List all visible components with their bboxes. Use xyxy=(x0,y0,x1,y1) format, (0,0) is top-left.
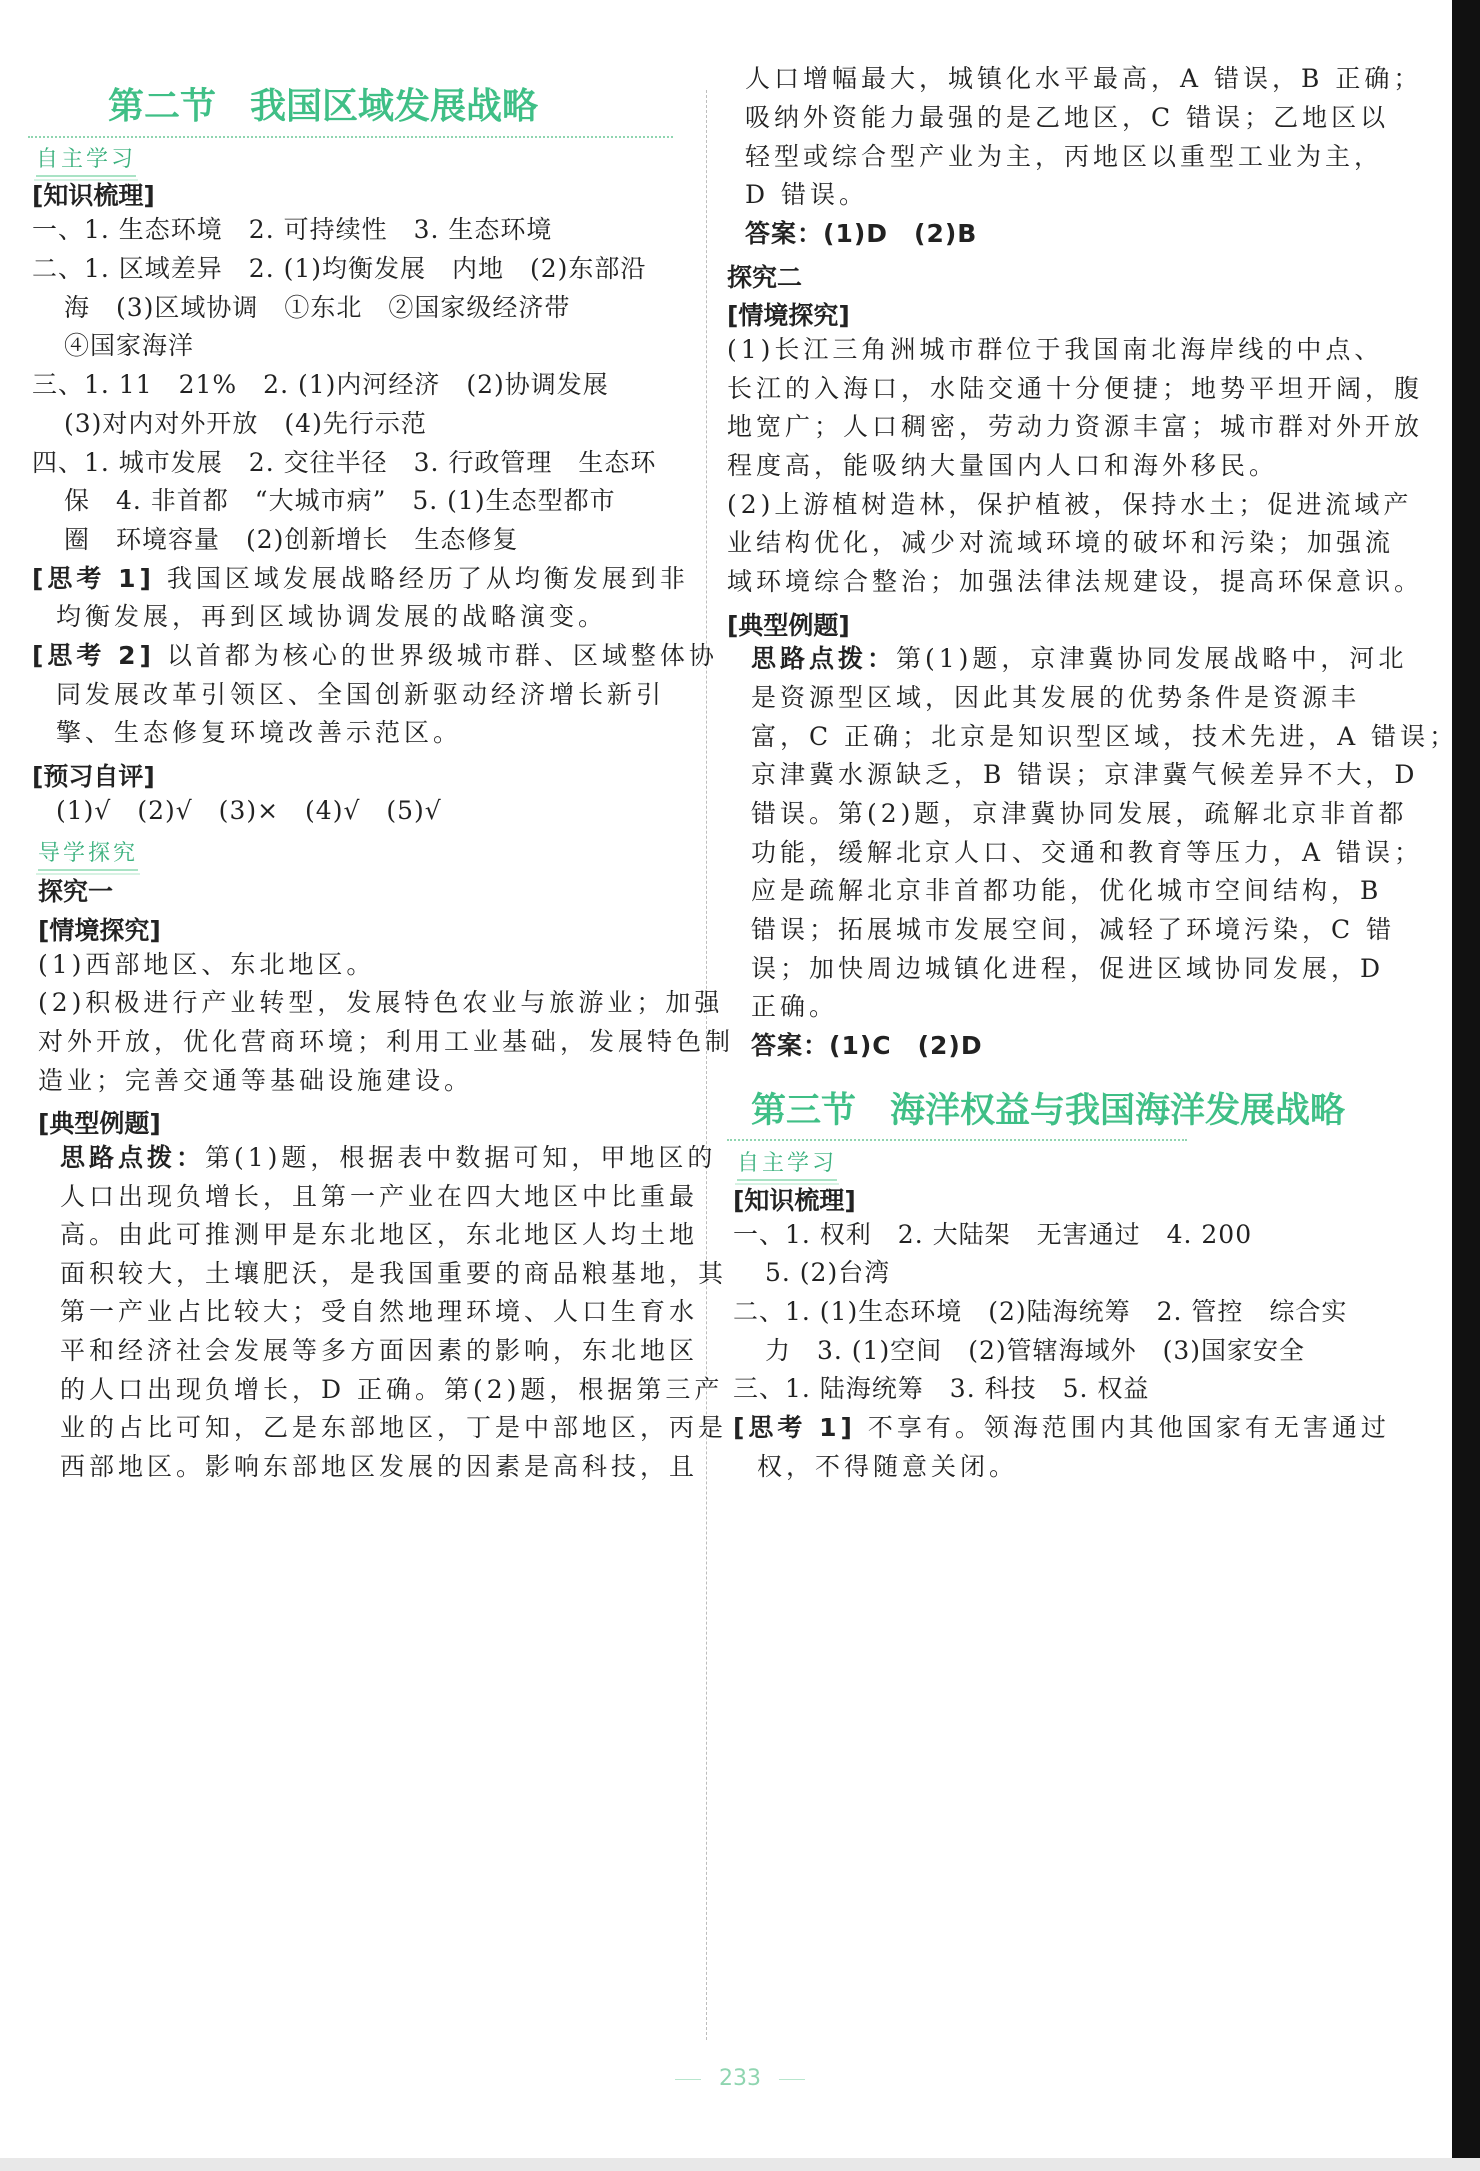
knowledge-line: ④国家海洋 xyxy=(64,331,195,360)
continued-line: D 错误。 xyxy=(745,180,868,209)
situation-line: 造业；完善交通等基础设施建设。 xyxy=(38,1066,474,1095)
think-label: [思考 1] xyxy=(733,1413,856,1442)
knowledge-line: 5. (2)台湾 xyxy=(765,1258,891,1287)
knowledge-line: 三、1. 陆海统筹 3. 科技 5. 权益 xyxy=(733,1374,1150,1403)
example-line: 西部地区。影响东部地区发展的因素是高科技，且 xyxy=(60,1452,699,1481)
think-text: 擎、生态修复环境改善示范区。 xyxy=(56,718,463,747)
preview-answers: (1)√ (2)√ (3)× (4)√ (5)√ xyxy=(56,796,442,825)
situation-heading: [情境探究] xyxy=(727,301,850,330)
answer-value: (1)C (2)D xyxy=(829,1031,983,1060)
explore-one-heading: 探究一 xyxy=(38,877,114,906)
preview-heading: [预习自评] xyxy=(32,762,155,791)
situation-line: 地宽广；人口稠密，劳动力资源丰富；城市群对外开放 xyxy=(727,412,1424,441)
knowledge-line: 一、1. 权利 2. 大陆架 无害通过 4. 200 xyxy=(733,1220,1253,1249)
example-line: 错误；拓展城市发展空间，减轻了环境污染，C 错 xyxy=(751,915,1396,944)
think-1 xyxy=(32,564,689,594)
page-number-rule xyxy=(675,2079,701,2080)
situation-line: (2)积极进行产业转型，发展特色农业与旅游业；加强 xyxy=(38,988,724,1017)
example-line: 京津冀水源缺乏，B 错误；京津冀气候差异不大，D xyxy=(751,760,1419,789)
section-dotted-rule xyxy=(28,136,673,138)
situation-line: (1)长江三角洲城市群位于我国南北海岸线的中点、 xyxy=(727,335,1384,364)
situation-heading: [情境探究] xyxy=(38,916,161,945)
tag-self-study: 自主学习 xyxy=(737,1146,837,1181)
think-2 xyxy=(32,641,718,671)
example-line: 应是疏解北京非首都功能，优化城市空间结构，B xyxy=(751,876,1383,905)
answer-label: 答案： xyxy=(745,219,824,248)
situation-line: 域环境综合整治；加强法律法规建设，提高环保意识。 xyxy=(727,567,1424,596)
hint-label: 思路点拨： xyxy=(751,644,897,673)
knowledge-line: 二、1. 区域差异 2. (1)均衡发展 内地 (2)东部沿 xyxy=(32,254,647,283)
example-line: 业的占比可知，乙是东部地区，丁是中部地区，丙是 xyxy=(60,1413,728,1442)
tag-guided-inquiry: 导学探究 xyxy=(38,836,138,871)
scan-edge-bottom xyxy=(0,2158,1480,2171)
example-line: 高。由此可推测甲是东北地区，东北地区人均土地 xyxy=(60,1220,699,1249)
knowledge-line: 一、1. 生态环境 2. 可持续性 3. 生态环境 xyxy=(32,215,553,244)
page-number-text: 233 xyxy=(719,2066,761,2091)
example-line: 的人口出现负增长，D 正确。第(2)题，根据第三产 xyxy=(60,1375,724,1404)
continued-line: 吸纳外资能力最强的是乙地区，C 错误；乙地区以 xyxy=(745,103,1390,132)
knowledge-line: 三、1. 11 21% 2. (1)内河经济 (2)协调发展 xyxy=(32,370,609,399)
knowledge-heading: [知识梳理] xyxy=(733,1186,856,1215)
knowledge-line: (3)对内对外开放 (4)先行示范 xyxy=(64,409,427,438)
knowledge-heading: [知识梳理] xyxy=(32,181,155,210)
answer-value: (1)D (2)B xyxy=(823,219,978,248)
example-line xyxy=(751,644,1407,674)
answer-label: 答案： xyxy=(751,1031,830,1060)
scan-edge-right xyxy=(1452,0,1480,2171)
situation-line: 业结构优化，减少对流域环境的破坏和污染；加强流 xyxy=(727,528,1395,557)
knowledge-line: 力 3. (1)空间 (2)管辖海域外 (3)国家安全 xyxy=(765,1336,1306,1365)
example-heading: [典型例题] xyxy=(727,611,850,640)
example-line: 功能，缓解北京人口、交通和教育等压力，A 错误； xyxy=(751,838,1424,867)
section-number: 第三节 xyxy=(751,1090,857,1131)
knowledge-line: 二、1. (1)生态环境 (2)陆海统筹 2. 管控 综合实 xyxy=(733,1297,1348,1326)
example-line: 误；加快周边城镇化进程，促进区域协同发展，D xyxy=(751,954,1385,983)
example-text: 第(1)题，根据表中数据可知，甲地区的 xyxy=(205,1143,717,1172)
example-line: 是资源型区域，因此其发展的优势条件是资源丰 xyxy=(751,683,1361,712)
answer-2 xyxy=(751,1031,983,1061)
example-line: 第一产业占比较大；受自然地理环境、人口生育水 xyxy=(60,1297,699,1326)
situation-line: (2)上游植树造林，保护植被，保持水土；促进流域产 xyxy=(727,490,1413,519)
example-line: 正确。 xyxy=(751,992,839,1021)
think-text: 我国区域发展战略经历了从均衡发展到非 xyxy=(166,564,689,593)
example-line: 平和经济社会发展等多方面因素的影响，东北地区 xyxy=(60,1336,699,1365)
think-label: [思考 1] xyxy=(32,564,155,593)
section-name: 海洋权益与我国海洋发展战略 xyxy=(890,1090,1346,1131)
page-number xyxy=(0,2066,1480,2091)
example-line: 富，C 正确；北京是知识型区域，技术先进，A 错误； xyxy=(751,722,1459,751)
think-text: 以首都为核心的世界级城市群、区域整体协 xyxy=(166,641,718,670)
example-line: 面积较大，土壤肥沃，是我国重要的商品粮基地，其 xyxy=(60,1259,728,1288)
situation-line: 程度高，能吸纳大量国内人口和海外移民。 xyxy=(727,451,1279,480)
situation-line: 对外开放，优化营商环境；利用工业基础，发展特色制 xyxy=(38,1027,735,1056)
think-1 xyxy=(733,1413,1390,1443)
tag-self-study: 自主学习 xyxy=(36,142,136,177)
explore-two-heading: 探究二 xyxy=(727,263,803,292)
situation-line: (1)西部地区、东北地区。 xyxy=(38,950,376,979)
section-dotted-rule xyxy=(727,1139,1187,1141)
knowledge-line: 四、1. 城市发展 2. 交往半径 3. 行政管理 生态环 xyxy=(32,448,657,477)
example-line xyxy=(60,1143,716,1173)
example-line: 人口出现负增长，且第一产业在四大地区中比重最 xyxy=(60,1182,699,1211)
knowledge-line: 保 4. 非首都 “大城市病” 5. (1)生态型都市 xyxy=(64,486,616,515)
knowledge-line: 圈 环境容量 (2)创新增长 生态修复 xyxy=(64,525,519,554)
hint-label: 思路点拨： xyxy=(60,1143,206,1172)
section-number: 第二节 xyxy=(108,85,217,127)
example-line: 错误。第(2)题，京津冀协同发展，疏解北京非首都 xyxy=(751,799,1408,828)
section-name: 我国区域发展战略 xyxy=(250,85,539,127)
example-text: 第(1)题，京津冀协同发展战略中，河北 xyxy=(896,644,1408,673)
think-text: 权，不得随意关闭。 xyxy=(757,1452,1019,1481)
continued-line: 轻型或综合型产业为主，丙地区以重型工业为主， xyxy=(745,142,1384,171)
continued-line: 人口增幅最大，城镇化水平最高，A 错误，B 正确； xyxy=(745,64,1423,93)
example-heading: [典型例题] xyxy=(38,1109,161,1138)
think-text: 不享有。领海范围内其他国家有无害通过 xyxy=(867,1413,1390,1442)
think-text: 同发展改革引领区、全国创新驱动经济增长新引 xyxy=(56,680,666,709)
think-text: 均衡发展，再到区域协调发展的战略演变。 xyxy=(56,602,608,631)
think-label: [思考 2] xyxy=(32,641,155,670)
answer-1 xyxy=(745,219,977,249)
page-number-rule xyxy=(779,2079,805,2080)
column-divider xyxy=(706,90,707,2040)
knowledge-line: 海 (3)区域协调 ①东北 ②国家级经济带 xyxy=(64,293,571,322)
situation-line: 长江的入海口，水陆交通十分便捷；地势平坦开阔，腹 xyxy=(727,374,1424,403)
section-title-2 xyxy=(108,78,538,129)
section-title-3 xyxy=(751,1083,1345,1133)
